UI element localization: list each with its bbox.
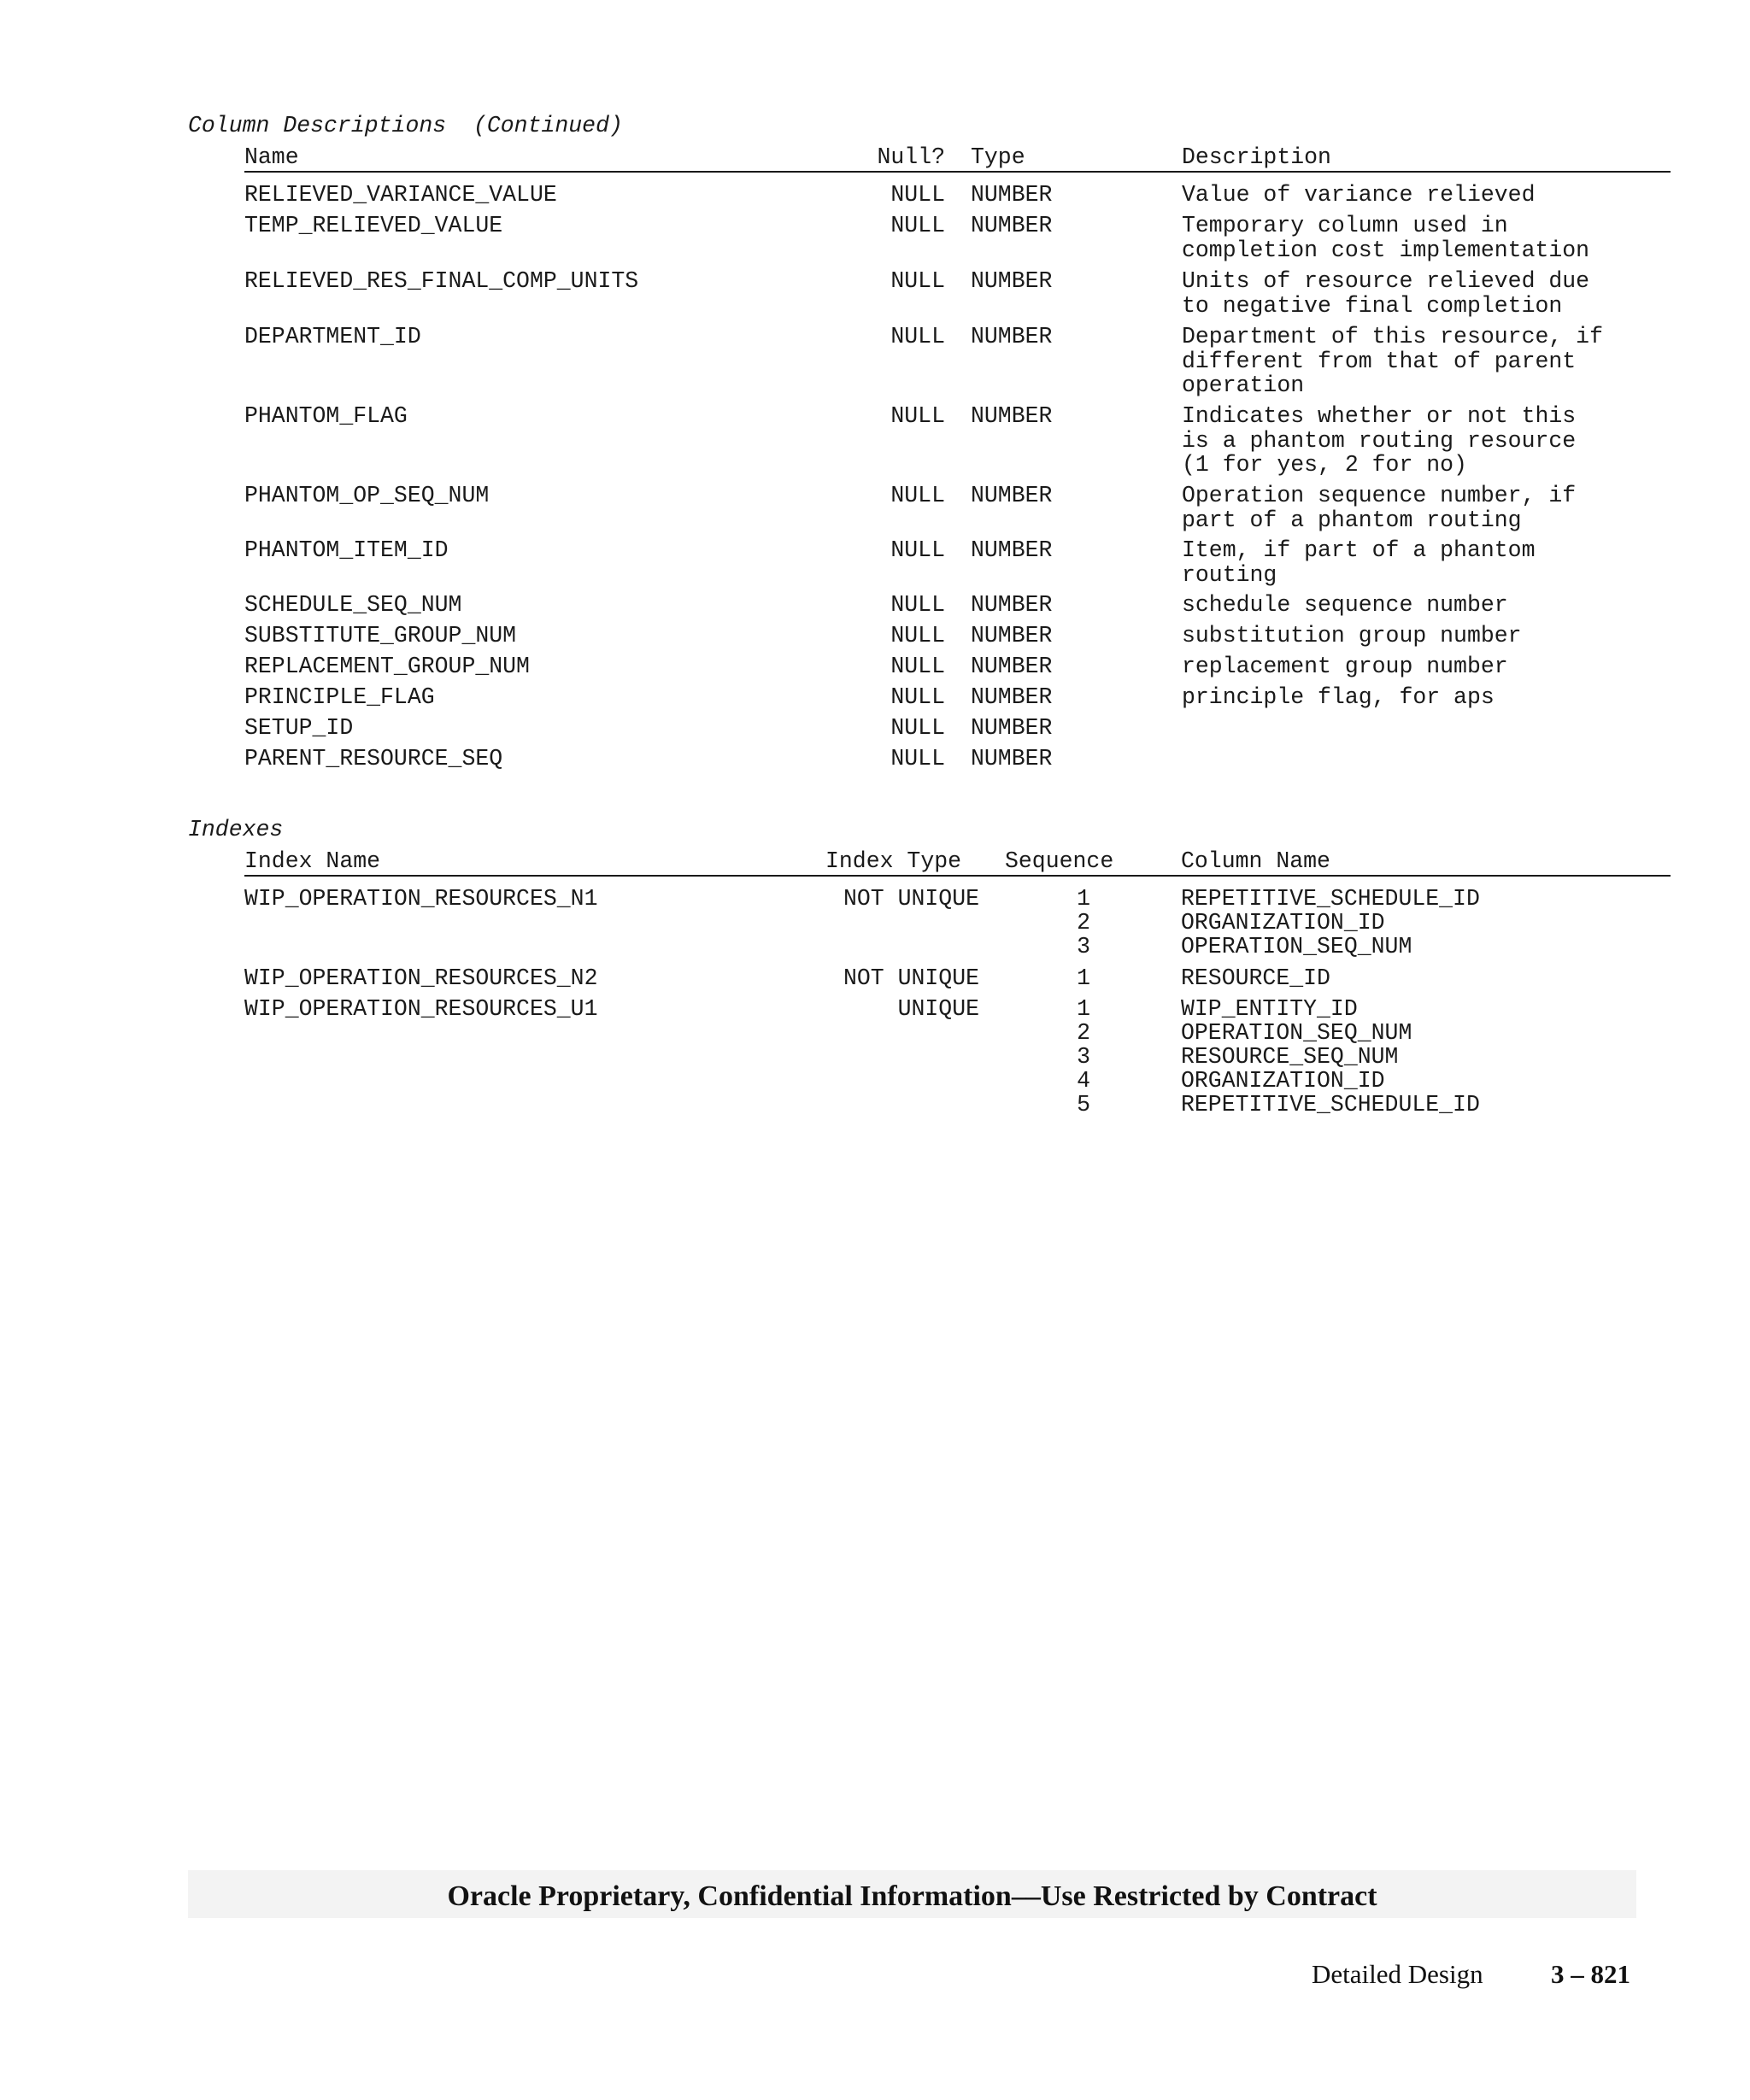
column-name: PARENT_RESOURCE_SEQ [244,746,503,771]
column-type: NUMBER [971,746,1053,771]
footer-section-title: Detailed Design [1312,1959,1483,1989]
column-type: NUMBER [971,182,1053,208]
column-type: NUMBER [971,213,1053,238]
index-sequence: 3 [1077,1044,1090,1070]
index-column: WIP_ENTITY_ID [1181,996,1358,1022]
index-sequence: 3 [1077,934,1090,959]
column-description: Department of this resource, if different from that of parent operation [1182,324,1603,398]
column-description: Temporary column used in completion cost implementation [1182,213,1590,263]
index-type: NOT UNIQUE [843,886,979,912]
index-column: REPETITIVE_SCHEDULE_ID [1181,886,1480,912]
column-null: NULL [890,213,945,238]
banner-text: Oracle Proprietary, Confidential Information––Use Restricted by Contract [447,1880,1377,1912]
column-name: PRINCIPLE_FLAG [244,684,435,710]
index-name: WIP_OPERATION_RESOURCES_U1 [244,996,598,1022]
index-column: ORGANIZATION_ID [1181,1068,1385,1094]
index-sequence: 1 [1077,965,1090,991]
column-description: schedule sequence number [1182,592,1508,618]
column-null: NULL [890,483,945,508]
column-type: NUMBER [971,715,1053,741]
column-type: NUMBER [971,403,1053,429]
column-table-header [244,145,1671,173]
column-name: SUBSTITUTE_GROUP_NUM [244,623,517,648]
column-description: Value of variance relieved [1182,182,1536,208]
index-sequence: 2 [1077,1020,1090,1046]
index-column: OPERATION_SEQ_NUM [1181,934,1412,959]
index-sequence: 4 [1077,1068,1090,1094]
column-null: NULL [890,324,945,349]
index-column: OPERATION_SEQ_NUM [1181,1020,1412,1046]
column-type: NUMBER [971,623,1053,648]
column-name: REPLACEMENT_GROUP_NUM [244,654,530,679]
column-null: NULL [890,592,945,618]
header-column-name: Column Name [1181,848,1330,874]
column-name: PHANTOM_ITEM_ID [244,537,449,563]
confidentiality-banner [188,1870,1636,1918]
column-name: RELIEVED_VARIANCE_VALUE [244,182,557,208]
column-description: principle flag, for aps [1182,684,1495,710]
column-type: NUMBER [971,592,1053,618]
column-null: NULL [890,715,945,741]
header-index-name: Index Name [244,848,381,874]
index-sequence: 5 [1077,1092,1090,1117]
column-descriptions-title: Column Descriptions (Continued) [188,113,623,138]
index-row [244,1093,1671,1215]
column-null: NULL [890,746,945,771]
column-type: NUMBER [971,684,1053,710]
column-description: replacement group number [1182,654,1508,679]
indexes-title: Indexes [188,817,284,842]
index-column: RESOURCE_SEQ_NUM [1181,1044,1399,1070]
header-null: Null? [877,144,945,170]
index-column: RESOURCE_ID [1181,965,1330,991]
column-type: NUMBER [971,537,1053,563]
header-index-type: Index Type [825,848,962,874]
column-name: SCHEDULE_SEQ_NUM [244,592,462,618]
column-description: substitution group number [1182,623,1522,648]
page-number: 3 – 821 [1551,1959,1630,1989]
column-description: Item, if part of a phantom routing [1182,537,1536,588]
index-sequence: 2 [1077,910,1090,936]
column-name: TEMP_RELIEVED_VALUE [244,213,503,238]
header-name: Name [244,144,299,170]
column-type: NUMBER [971,654,1053,679]
column-name: RELIEVED_RES_FINAL_COMP_UNITS [244,268,639,294]
column-type: NUMBER [971,268,1053,294]
index-column: REPETITIVE_SCHEDULE_ID [1181,1092,1480,1117]
column-description: Indicates whether or not this is a phantom routing resource (1 for yes, 2 for no) [1182,403,1577,478]
column-description: Units of resource relieved due to negative final completion [1182,268,1590,319]
index-type: NOT UNIQUE [843,965,979,991]
column-name: PHANTOM_OP_SEQ_NUM [244,483,490,508]
column-type: NUMBER [971,483,1053,508]
column-null: NULL [890,623,945,648]
index-sequence: 1 [1077,886,1090,912]
column-type: NUMBER [971,324,1053,349]
column-null: NULL [890,654,945,679]
column-name: SETUP_ID [244,715,354,741]
column-description: Operation sequence number, if part of a phantom routing [1182,483,1577,533]
header-sequence: Sequence [1005,848,1114,874]
column-null: NULL [890,537,945,563]
header-description: Description [1182,144,1331,170]
column-null: NULL [890,684,945,710]
header-type: Type [971,144,1025,170]
index-table-header [244,849,1671,877]
column-name: PHANTOM_FLAG [244,403,408,429]
index-column: ORGANIZATION_ID [1181,910,1385,936]
index-sequence: 1 [1077,996,1090,1022]
index-name: WIP_OPERATION_RESOURCES_N2 [244,965,598,991]
column-null: NULL [890,182,945,208]
index-name: WIP_OPERATION_RESOURCES_N1 [244,886,598,912]
index-type: UNIQUE [897,996,979,1022]
column-null: NULL [890,268,945,294]
column-name: DEPARTMENT_ID [244,324,421,349]
column-null: NULL [890,403,945,429]
